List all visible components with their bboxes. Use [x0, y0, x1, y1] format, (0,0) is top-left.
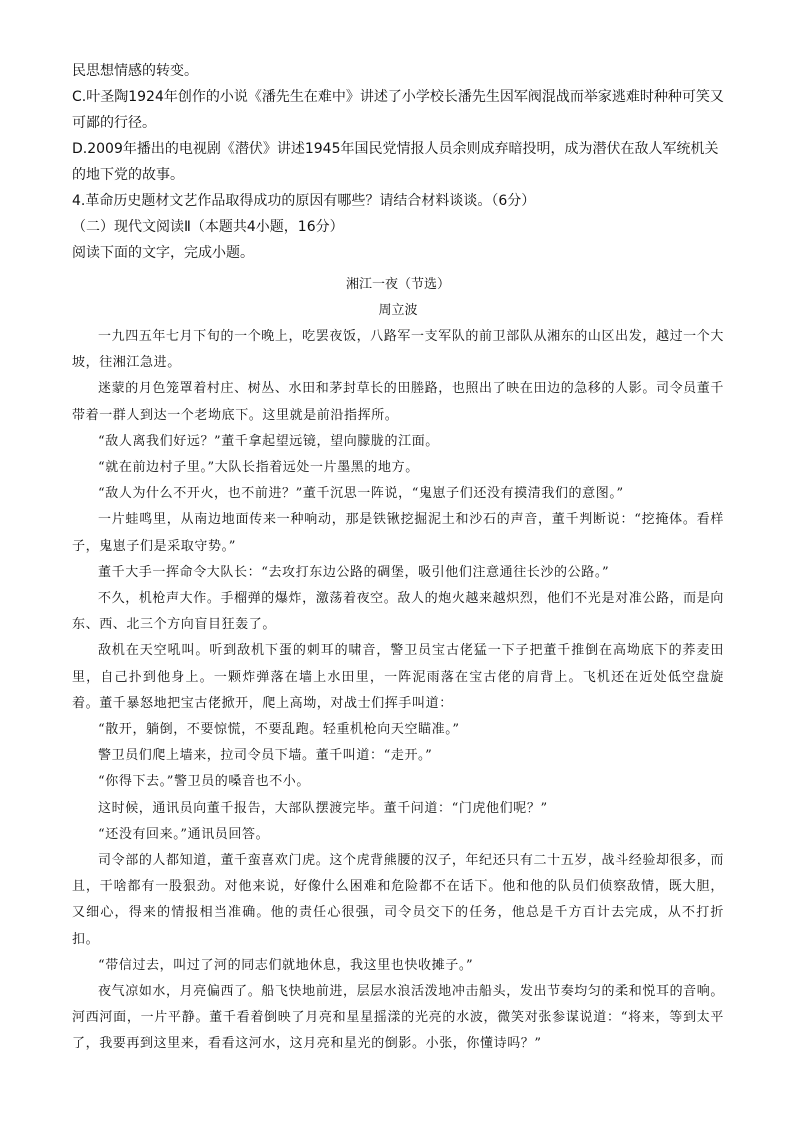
story-paragraph: 不久，机枪声大作。手榴弹的爆炸，激荡着夜空。敌人的炮火越来越炽烈，他们不光是对准公路，而是向东、西、北三个方向盲目狂轰了。: [72, 591, 724, 633]
question-block: [72, 58, 724, 214]
section-instruction: 阅读下面的文字，完成小题。: [72, 245, 254, 261]
story-paragraph: 董千大手一挥命令大队长：“去攻打东边公路的碉堡，吸引他们注意通往长沙的公路。”: [98, 564, 610, 580]
story-paragraph: “敌人为什么不开火，也不前进？”董千沉思一阵说，“鬼崽子们还没有摸清我们的意图。”: [98, 486, 624, 502]
story-paragraph: 警卫员们爬上墙来，拉司令员下墙。董千叫道：“走开。”: [98, 748, 433, 764]
story-paragraph: 司令部的人都知道，董千蛮喜欢门虎。这个虎背熊腰的汉子，年纪还只有二十五岁，战斗经验却很多，而且，干啥都有一股狠劲。对他来说，好像什么困难和危险都不在话下。他和他的队员们侦察敌情，既大胆，又细心，得来的情报相当准确。他的责任心很强，司令员交下的任务，他总是千方百计去完成，从不打折扣。: [72, 853, 724, 947]
story-paragraph: “敌人离我们好远？”董千拿起望远镜，望向朦胧的江面。: [98, 433, 439, 449]
section-heading: （二）现代文阅读Ⅱ（本题共4小题，16分）: [72, 219, 344, 235]
story-paragraph: “带信过去，叫过了河的同志们就地休息，我这里也快收摊子。”: [98, 957, 474, 973]
option-c: C.叶圣陶1924年创作的小说《潘先生在难中》讲述了小学校长潘先生因军阀混战而举家逃难时种种可笑又可鄙的行径。: [72, 89, 724, 131]
story-paragraph: 这时候，通讯员向董千报告，大部队摆渡完毕。董千问道：“门虎他们呢？”: [98, 800, 548, 816]
story-paragraph: 一片蛙鸣里，从南边地面传来一种响动，那是铁锹挖掘泥土和沙石的声音，董千判断说：“挖掩体。看样子，鬼崽子们是采取守势。”: [72, 512, 724, 554]
option-d: D.2009年播出的电视剧《潜伏》讲述1945年国民党情报人员余则成弃暗投明，成为潜伏在敌人军统机关的地下党的故事。: [72, 141, 719, 183]
story-title: 湘江一夜（节选）: [345, 277, 450, 292]
story-paragraph: “还没有回来。”通讯员回答。: [98, 826, 270, 842]
story-author: 周立波: [378, 303, 418, 318]
option-continuation: 民思想情感的转变。: [72, 63, 198, 79]
story-paragraph: “散开，躺倒，不要惊慌，不要乱跑。轻重机枪向天空瞄准。”: [98, 722, 460, 738]
story-paragraph: 夜气凉如水，月亮偏西了。船飞快地前进，层层水浪活泼地冲击船头，发出节奏均匀的柔和悦耳的音响。河西河面，一片平静。董千看着倒映了月亮和星星摇漾的光亮的水波，微笑对张参谋说道：“将来，等到太平了，我要再到这里来，看看这河水，这月亮和星光的倒影。小张，你懂诗吗？”: [72, 984, 724, 1052]
story-paragraph: “就在前边村子里。”大队长指着远处一片墨黑的地方。: [98, 460, 419, 476]
story: [72, 272, 724, 1058]
question-4: 4.革命历史题材文艺作品取得成功的原因有哪些？请结合材料谈谈。（6分）: [72, 193, 536, 209]
story-paragraph: 一九四五年七月下旬的一个晚上，吃罢夜饭，八路军一支军队的前卫部队从湘东的山区出发，越过一个大坡，往湘江急进。: [72, 329, 724, 371]
story-paragraph: 迷蒙的月色笼罩着村庄、树丛、水田和茅封草长的田塍路，也照出了映在田边的急移的人影。司令员董千带着一群人到达一个老坳底下。这里就是前沿指挥所。: [72, 381, 724, 423]
story-paragraph: 敌机在天空吼叫。听到敌机下蛋的刺耳的啸音，警卫员宝古佬猛一下子把董千推倒在高坳底下的荞麦田里，自己扑到他身上。一颗炸弹落在墙上水田里，一阵泥雨落在宝古佬的肩背上。飞机还在近处低空盘旋着。董千暴怒地把宝古佬掀开，爬上高坳，对战士们挥手叫道：: [72, 643, 724, 711]
story-paragraph: “你得下去。”警卫员的嗓音也不小。: [98, 774, 310, 790]
